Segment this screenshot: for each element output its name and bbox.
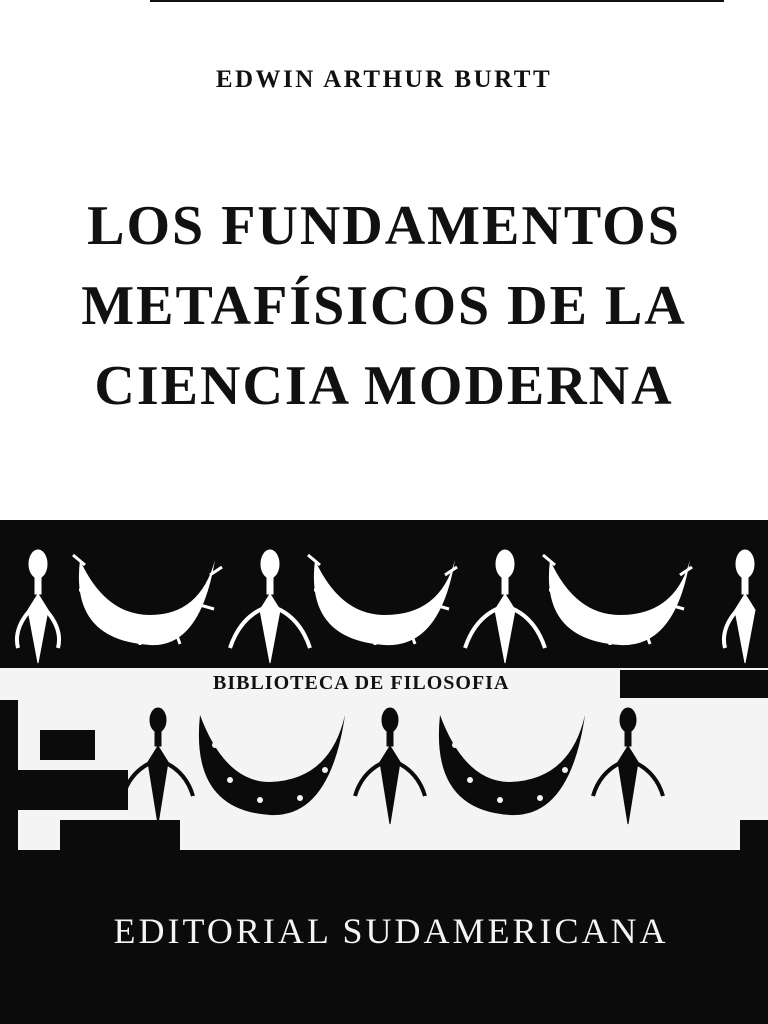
torch-icon [17,550,59,663]
garland-icon [79,560,690,645]
top-rule [150,0,724,2]
title-line-2: METAFÍSICOS DE LA [81,275,687,337]
upper-ornament-row [17,550,755,663]
series-label: BIBLIOTECA DE FILOSOFIA [213,672,510,694]
torch-icon [465,550,545,663]
publisher-name: EDITORIAL SUDAMERICANA [113,911,669,951]
author-name: EDWIN ARTHUR BURTT [215,66,553,93]
torch-icon [230,550,310,663]
ornamental-band [0,520,768,1024]
torch-icon [724,550,755,663]
book-title [40,186,728,426]
title-line-1: LOS FUNDAMENTOS [87,195,681,257]
title-line-3: CIENCIA MODERNA [94,355,674,417]
